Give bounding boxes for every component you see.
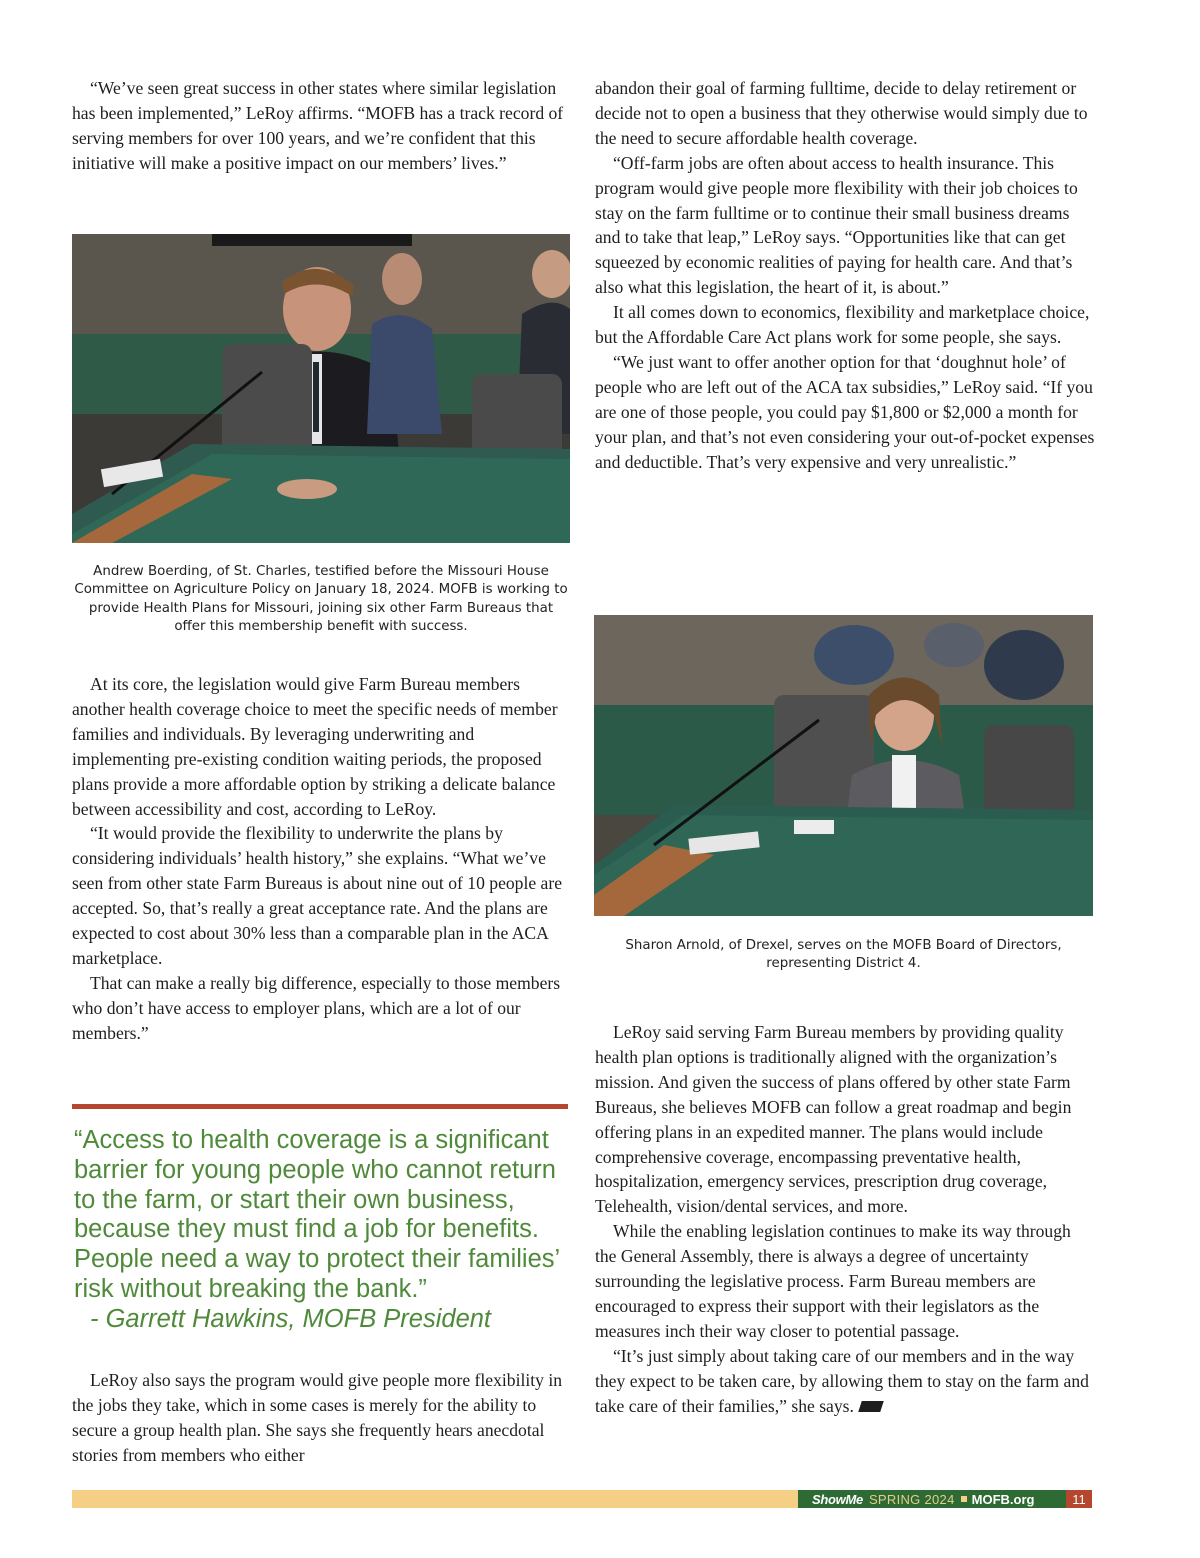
pullquote-rule <box>72 1104 568 1109</box>
closing-paragraph-text: “It’s just simply about taking care of our members and in the way they expect to be taken care, by allowing them to stay on the farm and take care of their families,” she says. <box>595 1345 1089 1416</box>
paragraph: “We’ve seen great success in other states where similar legislation has been implemented,” LeRoy affirms. “MOFB has a track record of serving members for over 100 years, and we’re confident that this initiative will make a positive impact on our members’ lives.” <box>72 78 564 173</box>
issue-season: SPRING 2024 <box>868 1491 955 1507</box>
paragraph: “We just want to offer another option for that ‘doughnut hole’ of people who are left out of the ACA tax subsidies,” LeRoy said. “If you are one of those people, you could pay $1,800 or $2,000 a month for your plan, and that’s not even considering your out-of-pocket expenses and deductible. That’s very expensive and very unrealistic.” <box>595 351 1095 472</box>
paragraph: It all comes down to economics, flexibility and marketplace choice, but the Affordable Care Act plans work for some people, she says. <box>595 302 1090 348</box>
paragraph: While the enabling legislation continues to make its way through the General Assembly, there is always a degree of uncertainty surrounding the legislative process. Farm Bureau members are encouraged to express their support with their legislators as the measures inch their way closer to potential passage. <box>595 1221 1071 1341</box>
website-link[interactable]: MOFB.org <box>971 1491 1035 1507</box>
paragraph: LeRoy also says the program would give people more flexibility in the jobs they take, which in some cases is merely for the ability to secure a group health plan. She says she frequently hears anecdotal stories from members who either <box>72 1370 562 1465</box>
magazine-brand: ShowMe <box>812 1491 863 1507</box>
paragraph: That can make a really big difference, especially to those members who don’t have access to employer plans, which are a lot of our members.” <box>72 972 561 1043</box>
paragraph <box>595 1344 1095 1419</box>
paragraph: LeRoy said serving Farm Bureau members by providing quality health plan options is traditionally aligned with the organization’s mission. And given the success of plans offered by other state Farm Bureaus, she believes MOFB can follow a great roadmap and begin offering plans in an expedited manner. The plans would include comprehensive coverage, encompassing preventative health, hospitalization, emergency services, prescription drug coverage, Telehealth, vision/dental services, and more. <box>595 1022 1072 1217</box>
paragraph: “Off-farm jobs are often about access to health insurance. This program would give people more flexibility with their job choices to stay on the farm fulltime or to continue their small business dreams and to take that leap,” LeRoy says. “Opportunities like that can get squeezed by economic realities of paying for health care. And that’s also what this legislation, the heart of it, is about.” <box>595 152 1078 298</box>
page-number: 11 <box>1066 1490 1092 1508</box>
paragraph: “It would provide the flexibility to underwrite the plans by considering individuals’ health history,” she explains. “What we’ve seen from other state Farm Bureaus is about nine out of 10 people are accepted. So, that’s really a great acceptance rate. And the plans are expected to cost about 30% less than a comparable plan in the ACA marketplace. <box>72 823 563 968</box>
left-bottom-text <box>72 1368 570 1468</box>
pullquote-attribution: - Garrett Hawkins, MOFB President <box>90 1304 492 1333</box>
andrew-boerding-photo <box>72 234 570 543</box>
photo2-caption: Sharon Arnold, of Drexel, serves on the MOFB Board of Directors, representing District 4. <box>625 938 1062 972</box>
separator-square-icon <box>961 1496 967 1502</box>
right-top-text <box>595 76 1095 475</box>
left-middle-text <box>72 672 570 1046</box>
left-intro-text <box>72 76 570 176</box>
sharon-arnold-photo <box>594 615 1093 916</box>
photo1-caption: Andrew Boerding, of St. Charles, testified before the Missouri House Committee on Agriculture Policy on January 18, 2024. MOFB is working to provide Health Plans for Missouri, joining six other Farm Bureaus that offer this membership benefit with success. <box>74 564 568 634</box>
farm-bureau-end-mark-icon <box>858 1401 884 1412</box>
pullquote-text: “Access to health coverage is a significant barrier for young people who cannot return to the farm, or start their own business, because they must find a job for benefits. People need a way to protect their families’ risk without breaking the bank.” <box>74 1126 560 1303</box>
footer-masthead <box>798 1490 1066 1508</box>
paragraph: abandon their goal of farming fulltime, decide to delay retirement or decide not to open a business that they otherwise would simply due to the need to secure affordable health coverage. <box>595 78 1088 148</box>
right-bottom-text <box>595 1020 1095 1419</box>
pullquote <box>74 1126 574 1335</box>
paragraph: At its core, the legislation would give Farm Bureau members another health coverage choice to meet the specific needs of member families and individuals. By leveraging underwriting and implementing pre-existing condition waiting periods, the proposed plans provide a more affordable option by striking a delicate balance between accessibility and cost, according to LeRoy. <box>72 674 558 819</box>
